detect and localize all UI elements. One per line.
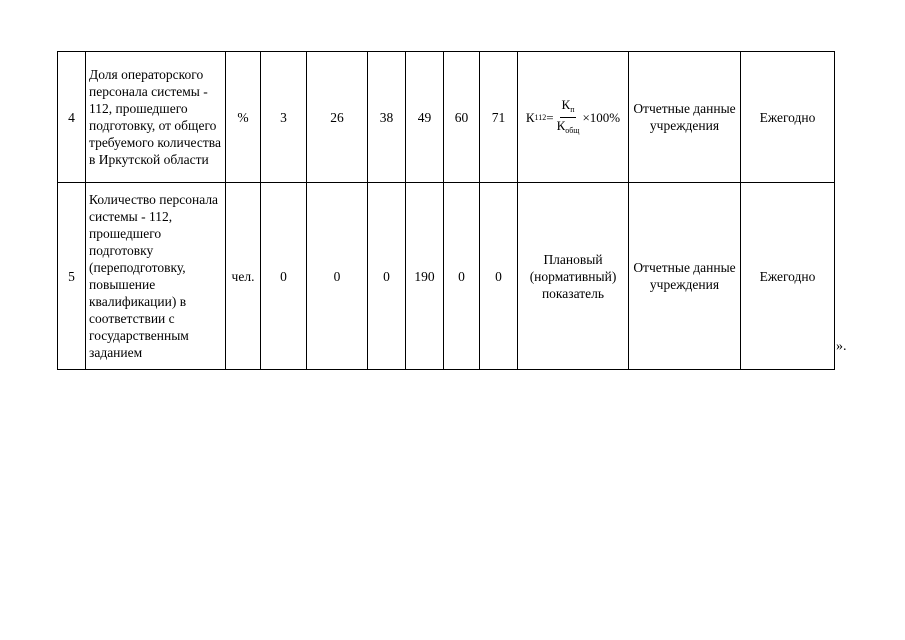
value-cell: 3: [261, 52, 307, 183]
formula-rhs: ×100%: [582, 109, 621, 125]
formula-den-sub: общ: [565, 125, 580, 135]
value-cell: 0: [261, 183, 307, 370]
formula-num-letter: К: [561, 96, 571, 112]
period-cell: Ежегодно: [741, 52, 835, 183]
formula-numerator: [560, 98, 577, 118]
formula-eq: =: [546, 109, 554, 125]
formula: [526, 98, 620, 137]
table-row: [58, 183, 835, 370]
value-cell: 49: [406, 52, 444, 183]
value-cell: 26: [307, 52, 368, 183]
period-cell: Ежегодно: [741, 183, 835, 370]
table-row: [58, 52, 835, 183]
formula-fraction: [555, 98, 582, 137]
formula-cell: [518, 52, 629, 183]
source-cell: Отчетные данные учреждения: [629, 52, 741, 183]
row-number: 5: [58, 183, 86, 370]
indicator-name: Количество персонала системы - 112, прошедшего подготовку (переподготовку, повышение квалификации) в соответствии с государственным заданием: [86, 183, 226, 370]
source-cell: Отчетные данные учреждения: [629, 183, 741, 370]
unit-cell: %: [226, 52, 261, 183]
unit-cell: чел.: [226, 183, 261, 370]
value-cell: 38: [368, 52, 406, 183]
formula-den-letter: К: [556, 117, 566, 133]
indicators-table: [57, 51, 835, 370]
formula-lhs-sub: 112: [534, 112, 547, 122]
row-number: 4: [58, 52, 86, 183]
indicator-name: Доля операторского персонала системы - 112, прошедшего подготовку, от общего требуемого количества в Иркутской области: [86, 52, 226, 183]
formula-num-sub: п: [570, 104, 575, 114]
value-cell: 0: [368, 183, 406, 370]
formula-denominator: [555, 118, 582, 137]
value-cell: 0: [307, 183, 368, 370]
formula-lhs: К: [525, 109, 535, 125]
value-cell: 60: [444, 52, 480, 183]
value-cell: 71: [480, 52, 518, 183]
value-cell: 0: [444, 183, 480, 370]
method-cell: Плановый (нормативный) показатель: [518, 183, 629, 370]
value-cell: 190: [406, 183, 444, 370]
value-cell: 0: [480, 183, 518, 370]
closing-quote: ».: [836, 339, 847, 354]
